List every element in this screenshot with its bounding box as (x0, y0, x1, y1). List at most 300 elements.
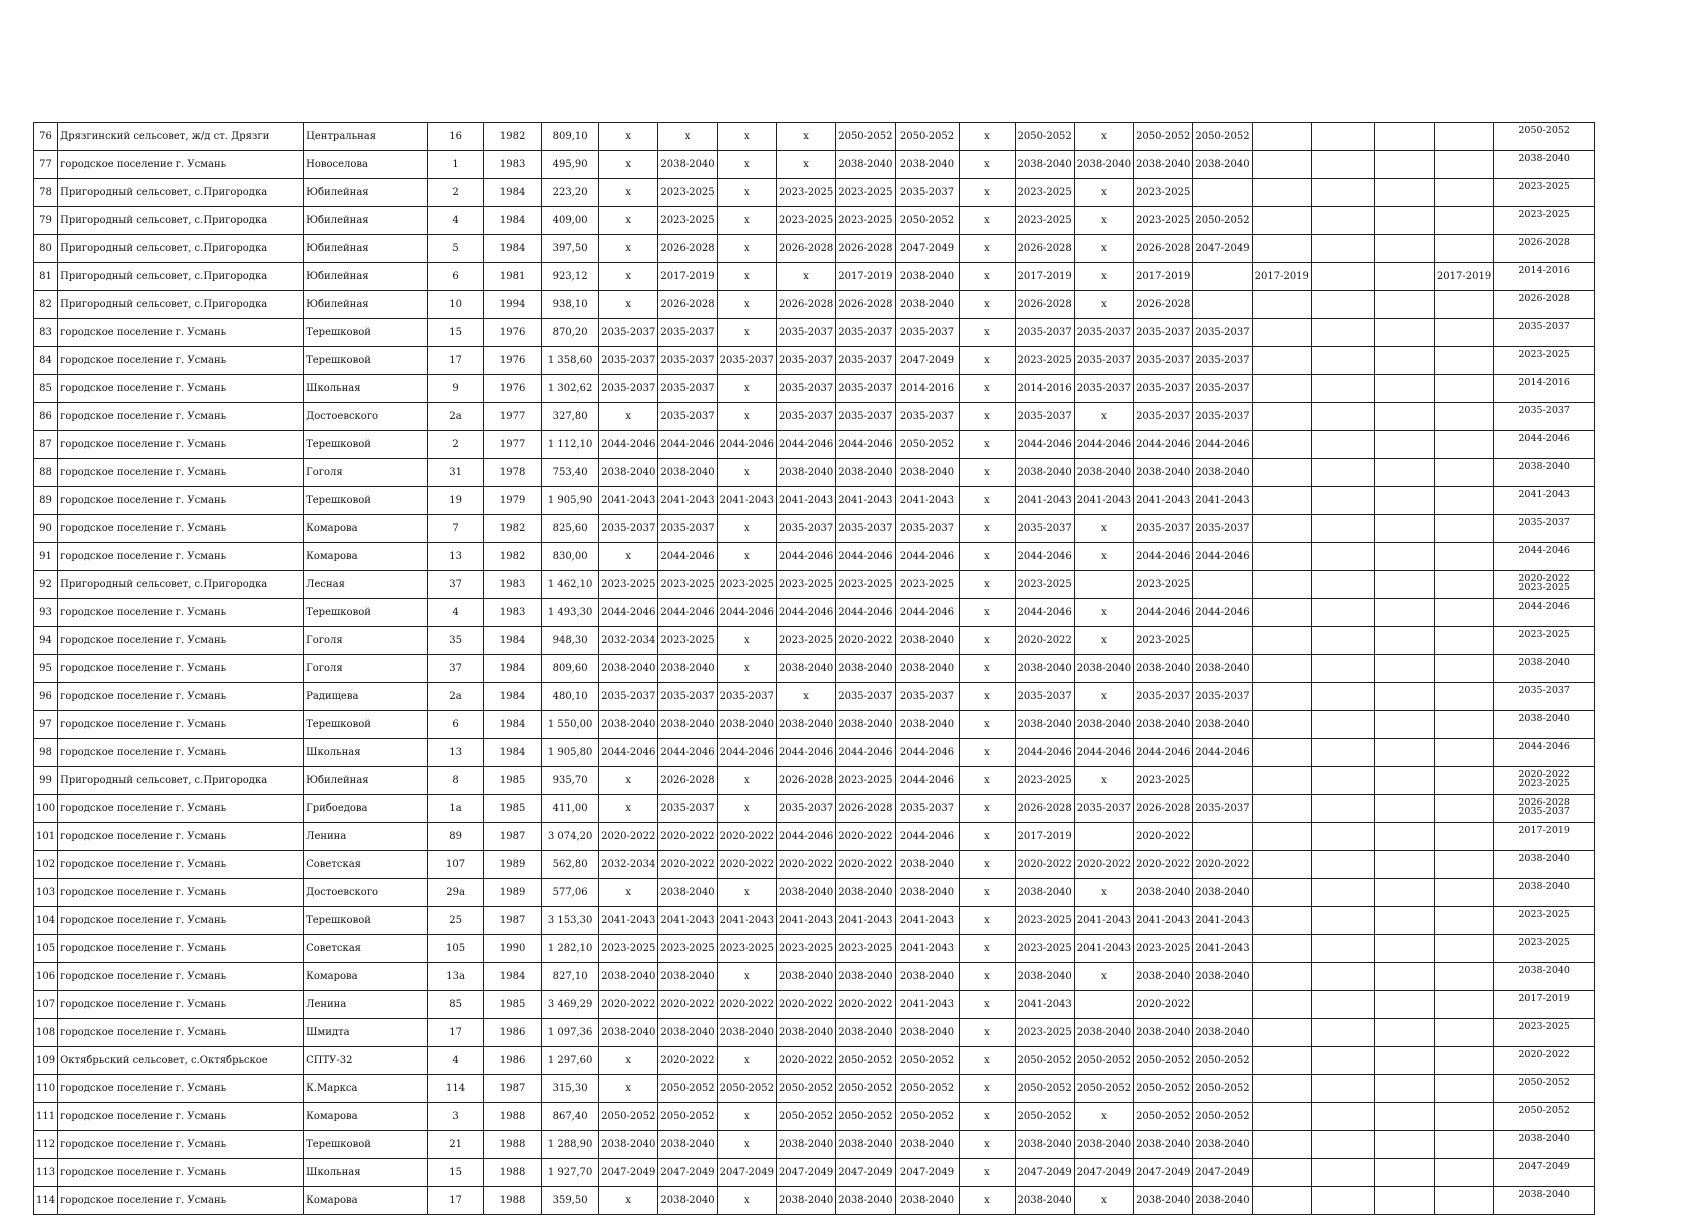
table-cell: 96 (34, 683, 58, 711)
table-cell: 2035-2037 (717, 347, 776, 375)
table-cell: 3 074,20 (542, 823, 599, 851)
table-cell: городское поселение г. Усмань (58, 375, 304, 403)
table-cell: 78 (34, 179, 58, 207)
table-cell: 2026-2028 (1134, 795, 1193, 823)
table-cell: x (717, 207, 776, 235)
table-cell: 2017-2019 (1015, 823, 1074, 851)
table-cell: городское поселение г. Усмань (58, 627, 304, 655)
table-cell: Терешковой (304, 487, 428, 515)
table-cell: x (959, 459, 1015, 487)
table-cell (1311, 319, 1374, 347)
table-cell: 2038-2040 (599, 1019, 658, 1047)
table-row (34, 963, 1595, 991)
table-cell: 2023-2025 (836, 207, 895, 235)
table-cell: 21 (428, 1131, 484, 1159)
table-cell: 2020-2022 (599, 823, 658, 851)
table-cell: 2038-2040 (776, 711, 835, 739)
table-cell (1311, 879, 1374, 907)
table-cell (1311, 627, 1374, 655)
table-cell: 2020-2022 (836, 823, 895, 851)
table-cell: 111 (34, 1103, 58, 1131)
table-cell (1374, 739, 1434, 767)
table-cell: Октябрьский сельсовет, с.Октябрьское (58, 1047, 304, 1075)
table-cell: 2026-2028 (1015, 795, 1074, 823)
table-cell: 1978 (484, 459, 542, 487)
table-cell: x (959, 1075, 1015, 1103)
table-cell: 2038-2040 (1015, 1131, 1074, 1159)
table-cell: 108 (34, 1019, 58, 1047)
table-cell: 77 (34, 151, 58, 179)
table-row (34, 627, 1595, 655)
table-cell: 2035-2037 (658, 403, 717, 431)
table-cell (1374, 375, 1434, 403)
table-cell: 17 (428, 1187, 484, 1215)
table-cell: 2020-2022 (658, 991, 717, 1019)
table-cell: 2023-2025 (658, 179, 717, 207)
table-cell: 2023-2025 (1015, 571, 1074, 599)
table-cell: 76 (34, 123, 58, 151)
table-cell: 1987 (484, 1075, 542, 1103)
table-cell: 2023-2025 (1134, 767, 1193, 795)
table-cell: 2026-2028 (1015, 291, 1074, 319)
table-cell: x (959, 207, 1015, 235)
table-cell: x (959, 403, 1015, 431)
table-cell: городское поселение г. Усмань (58, 655, 304, 683)
table-cell (1374, 1159, 1434, 1187)
table-cell: СПТУ-32 (304, 1047, 428, 1075)
table-cell (1252, 1019, 1311, 1047)
table-cell: x (717, 515, 776, 543)
table-cell: 105 (34, 935, 58, 963)
table-cell: 2050-2052 (776, 1103, 835, 1131)
table-row (34, 235, 1595, 263)
table-cell: 2047-2049 (1494, 1159, 1595, 1187)
table-cell: 2017-2019 (1134, 263, 1193, 291)
table-cell: x (959, 151, 1015, 179)
table-cell: 1976 (484, 347, 542, 375)
table-cell: 1 (428, 151, 484, 179)
table-cell (1252, 991, 1311, 1019)
table-cell: 2а (428, 683, 484, 711)
table-cell (1252, 571, 1311, 599)
table-cell (1434, 151, 1493, 179)
table-cell: 2044-2046 (599, 431, 658, 459)
table-cell: 114 (34, 1187, 58, 1215)
table-cell: x (959, 235, 1015, 263)
table-cell: городское поселение г. Усмань (58, 1019, 304, 1047)
table-cell (1434, 851, 1493, 879)
table-cell: 1 302,62 (542, 375, 599, 403)
table-cell: 2035-2037 (1193, 319, 1252, 347)
table-cell (1252, 515, 1311, 543)
table-cell: Пригородный сельсовет, с.Пригородка (58, 263, 304, 291)
table-cell: городское поселение г. Усмань (58, 543, 304, 571)
table-cell (1434, 543, 1493, 571)
table-cell: 2041-2043 (776, 907, 835, 935)
table-cell: 17 (428, 1019, 484, 1047)
table-cell: 2050-2052 (1494, 1075, 1595, 1103)
table-cell (1374, 935, 1434, 963)
table-cell: x (1074, 403, 1133, 431)
table-cell (1434, 375, 1493, 403)
table-cell (1374, 487, 1434, 515)
table-cell: x (717, 235, 776, 263)
table-cell: Пригородный сельсовет, с.Пригородка (58, 207, 304, 235)
table-cell: 2038-2040 (776, 1131, 835, 1159)
table-cell: 2038-2040 (895, 1131, 959, 1159)
table-cell: x (959, 1131, 1015, 1159)
table-cell: 2020-2022 (717, 851, 776, 879)
table-cell: 2026-2028 (658, 235, 717, 263)
table-cell: 2035-2037 (658, 319, 717, 347)
table-cell: 100 (34, 795, 58, 823)
table-cell: Школьная (304, 739, 428, 767)
table-cell: 2050-2052 (658, 1075, 717, 1103)
table-cell: 2044-2046 (776, 599, 835, 627)
table-cell: 2035-2037 (836, 403, 895, 431)
table-cell: 2035-2037 (599, 515, 658, 543)
table-cell: 1984 (484, 739, 542, 767)
table-cell (1311, 1103, 1374, 1131)
table-cell: 2038-2040 (836, 711, 895, 739)
table-cell (1311, 655, 1374, 683)
table-cell (1434, 907, 1493, 935)
table-cell: Ленина (304, 991, 428, 1019)
table-cell (1434, 739, 1493, 767)
table-cell: 2023-2025 (776, 207, 835, 235)
table-cell (1074, 823, 1133, 851)
table-cell: 2035-2037 (1134, 319, 1193, 347)
table-cell: 2050-2052 (658, 1103, 717, 1131)
table-cell: 2035-2037 (658, 515, 717, 543)
table-cell: 2050-2052 (1193, 123, 1252, 151)
table-cell (1193, 571, 1252, 599)
table-cell: 1984 (484, 179, 542, 207)
table-cell: 2023-2025 (599, 935, 658, 963)
table-row (34, 823, 1595, 851)
table-cell: x (959, 879, 1015, 907)
table-cell (1074, 991, 1133, 1019)
table-cell (1311, 291, 1374, 319)
table-cell: x (599, 1075, 658, 1103)
table-cell: 2023-2025 (1494, 935, 1595, 963)
table-cell (1252, 347, 1311, 375)
table-cell: 2038-2040 (1134, 879, 1193, 907)
table-cell: 1983 (484, 599, 542, 627)
table-cell: 2035-2037 (836, 515, 895, 543)
table-cell: 1976 (484, 319, 542, 347)
table-cell: 1984 (484, 627, 542, 655)
table-cell (1434, 235, 1493, 263)
table-cell (1252, 123, 1311, 151)
table-cell (1434, 291, 1493, 319)
table-cell: 8 (428, 767, 484, 795)
table-cell (1311, 823, 1374, 851)
table-cell: городское поселение г. Усмань (58, 319, 304, 347)
table-cell: 31 (428, 459, 484, 487)
table-cell: 2023-2025 (776, 627, 835, 655)
table-cell: x (959, 179, 1015, 207)
table-cell (1252, 627, 1311, 655)
table-cell: 2044-2046 (1494, 543, 1595, 571)
table-cell (1434, 207, 1493, 235)
table-cell: 2020-2022 (836, 851, 895, 879)
table-cell: 84 (34, 347, 58, 375)
table-cell: 2017-2019 (658, 263, 717, 291)
table-cell: x (599, 1187, 658, 1215)
table-cell: 83 (34, 319, 58, 347)
table-cell: 2017-2019 (1494, 823, 1595, 851)
table-cell: 4 (428, 207, 484, 235)
table-cell: 2044-2046 (895, 599, 959, 627)
table-cell: 13а (428, 963, 484, 991)
table-cell: 2026-2028 (776, 235, 835, 263)
table-cell (1374, 403, 1434, 431)
table-cell: 2020-2022 (836, 991, 895, 1019)
table-cell: городское поселение г. Усмань (58, 935, 304, 963)
table-cell: 2023-2025 (1494, 179, 1595, 207)
table-cell (1252, 543, 1311, 571)
table-cell: 17 (428, 347, 484, 375)
table-cell: городское поселение г. Усмань (58, 403, 304, 431)
table-cell: городское поселение г. Усмань (58, 1075, 304, 1103)
table-cell (1434, 655, 1493, 683)
table-row (34, 571, 1595, 599)
table-cell: 2035-2037 (895, 795, 959, 823)
table-cell: 2038-2040 (1015, 879, 1074, 907)
table-cell: 2014-2016 (1015, 375, 1074, 403)
table-cell: 2035-2037 (895, 403, 959, 431)
table-cell: x (959, 683, 1015, 711)
table-cell: 88 (34, 459, 58, 487)
table-cell: x (717, 1103, 776, 1131)
table-cell: 2038-2040 (658, 711, 717, 739)
table-cell (1311, 795, 1374, 823)
table-cell: 1984 (484, 207, 542, 235)
table-cell (1252, 851, 1311, 879)
table-cell: 2023-2025 (1134, 571, 1193, 599)
table-cell: 2047-2049 (1074, 1159, 1133, 1187)
table-row (34, 711, 1595, 739)
table-cell (1374, 1047, 1434, 1075)
table-cell: 90 (34, 515, 58, 543)
table-cell: городское поселение г. Усмань (58, 431, 304, 459)
table-row (34, 907, 1595, 935)
table-cell (1311, 851, 1374, 879)
table-cell: 2023-2025 (1494, 347, 1595, 375)
table-cell: 2047-2049 (1134, 1159, 1193, 1187)
table-cell: x (658, 123, 717, 151)
table-cell: 2038-2040 (1134, 1187, 1193, 1215)
table-cell: 2038-2040 (1494, 1187, 1595, 1215)
table-row (34, 795, 1595, 823)
table-cell: 2026-2028 (1494, 235, 1595, 263)
table-cell: городское поселение г. Усмань (58, 683, 304, 711)
table-cell: x (717, 459, 776, 487)
table-cell: x (959, 291, 1015, 319)
table-cell (1434, 515, 1493, 543)
table-cell (1374, 179, 1434, 207)
table-cell: x (717, 179, 776, 207)
table-cell: Пригородный сельсовет, с.Пригородка (58, 179, 304, 207)
table-cell: 867,40 (542, 1103, 599, 1131)
table-cell: 2020-2022 (776, 991, 835, 1019)
table-cell: 1977 (484, 431, 542, 459)
table-cell: городское поселение г. Усмань (58, 963, 304, 991)
table-cell (1374, 515, 1434, 543)
table-cell (1374, 963, 1434, 991)
table-cell: x (717, 795, 776, 823)
table-cell: 2038-2040 (1074, 655, 1133, 683)
table-cell: 2038-2040 (658, 151, 717, 179)
table-cell: Терешковой (304, 431, 428, 459)
table-cell: 1984 (484, 235, 542, 263)
table-cell: 93 (34, 599, 58, 627)
table-cell: 2038-2040 (1134, 459, 1193, 487)
table-cell: 359,50 (542, 1187, 599, 1215)
table-cell: Юбилейная (304, 291, 428, 319)
table-cell: Терешковой (304, 711, 428, 739)
table-cell (1434, 879, 1493, 907)
table-cell: 1976 (484, 375, 542, 403)
table-cell: x (1074, 767, 1133, 795)
table-cell: 2047-2049 (836, 1159, 895, 1187)
table-cell: 10 (428, 291, 484, 319)
table-cell (1434, 347, 1493, 375)
table-cell: x (599, 403, 658, 431)
table-cell: 1984 (484, 655, 542, 683)
table-cell: 2050-2052 (1015, 1103, 1074, 1131)
table-cell: 2038-2040 (1015, 151, 1074, 179)
table-cell: 2035-2037 (1015, 319, 1074, 347)
table-cell (1311, 1075, 1374, 1103)
table-cell (1252, 207, 1311, 235)
table-cell: 2047-2049 (895, 1159, 959, 1187)
table-cell: 1989 (484, 879, 542, 907)
table-cell (1252, 935, 1311, 963)
table-cell: x (1074, 515, 1133, 543)
table-cell: 1 905,90 (542, 487, 599, 515)
table-cell: 2023-2025 (836, 767, 895, 795)
table-cell: Пригородный сельсовет, с.Пригородка (58, 291, 304, 319)
table-cell: 2035-2037 (895, 683, 959, 711)
table-cell: 1988 (484, 1187, 542, 1215)
table-cell: 2044-2046 (895, 823, 959, 851)
table-cell: x (959, 851, 1015, 879)
table-cell: 2035-2037 (776, 515, 835, 543)
table-cell: 2038-2040 (776, 459, 835, 487)
table-cell: 2044-2046 (776, 739, 835, 767)
table-cell: 2038-2040 (1074, 711, 1133, 739)
table-cell: 1984 (484, 963, 542, 991)
table-cell (1374, 627, 1434, 655)
table-cell (1311, 235, 1374, 263)
table-cell: 2023-2025 (1015, 179, 1074, 207)
table-cell: 1982 (484, 515, 542, 543)
table-cell: Школьная (304, 375, 428, 403)
table-cell (1434, 1187, 1493, 1215)
table-cell: 2023-2025 (1134, 179, 1193, 207)
table-cell: 2044-2046 (1015, 739, 1074, 767)
table-cell: 2044-2046 (895, 543, 959, 571)
table-cell: x (717, 1187, 776, 1215)
table-cell: 107 (34, 991, 58, 1019)
table-cell: 3 469,29 (542, 991, 599, 1019)
table-body (34, 123, 1595, 1215)
table-cell: 2038-2040 (895, 291, 959, 319)
table-cell: 2023-2025 (717, 935, 776, 963)
table-cell: 2038-2040 (895, 963, 959, 991)
table-cell: 89 (428, 823, 484, 851)
table-cell: 7 (428, 515, 484, 543)
table-row (34, 263, 1595, 291)
table-cell: городское поселение г. Усмань (58, 151, 304, 179)
table-cell: 2035-2037 (1015, 683, 1074, 711)
table-row (34, 207, 1595, 235)
table-cell: x (717, 655, 776, 683)
table-cell (1311, 1187, 1374, 1215)
table-cell: 92 (34, 571, 58, 599)
table-cell: 2038-2040 (1494, 879, 1595, 907)
table-cell: 2035-2037 (776, 795, 835, 823)
table-cell (1374, 823, 1434, 851)
table-cell: 223,20 (542, 179, 599, 207)
table-cell: 2041-2043 (1134, 487, 1193, 515)
table-cell: 2023-2025 (1015, 347, 1074, 375)
table-cell: 409,00 (542, 207, 599, 235)
table-cell: 2044-2046 (1134, 599, 1193, 627)
table-cell: городское поселение г. Усмань (58, 879, 304, 907)
table-cell: x (959, 515, 1015, 543)
table-cell: 2035-2037 (836, 683, 895, 711)
table-cell: Ленина (304, 823, 428, 851)
table-cell: 2038-2040 (836, 879, 895, 907)
table-cell: x (959, 991, 1015, 1019)
table-cell (1374, 431, 1434, 459)
table-cell (1434, 459, 1493, 487)
table-cell: 2038-2040 (1494, 851, 1595, 879)
table-cell: 1979 (484, 487, 542, 515)
table-cell: 2020-2022 (658, 851, 717, 879)
table-cell: 2047-2049 (1193, 235, 1252, 263)
table-cell: 2050-2052 (1074, 1047, 1133, 1075)
table-cell: x (959, 907, 1015, 935)
table-cell: 2044-2046 (1134, 543, 1193, 571)
table-cell: x (1074, 543, 1133, 571)
table-cell (1374, 235, 1434, 263)
table-cell: x (717, 123, 776, 151)
table-cell: 2023-2025 (717, 571, 776, 599)
table-cell: 2038-2040 (1015, 963, 1074, 991)
table-cell (1252, 767, 1311, 795)
table-cell: 2035-2037 (836, 347, 895, 375)
table-cell: 2026-2028 (1134, 291, 1193, 319)
table-row (34, 767, 1595, 795)
table-cell: 1990 (484, 935, 542, 963)
table-cell: 2044-2046 (1074, 431, 1133, 459)
table-cell: 1981 (484, 263, 542, 291)
table-cell: 2023-2025 (836, 935, 895, 963)
table-cell: 2035-2037 (1074, 795, 1133, 823)
table-cell: 2038-2040 (836, 1019, 895, 1047)
table-cell: x (959, 627, 1015, 655)
table-cell (1374, 263, 1434, 291)
table-cell: 2023-2025 (658, 207, 717, 235)
table-cell: x (717, 319, 776, 347)
table-cell (1193, 823, 1252, 851)
table-cell (1311, 515, 1374, 543)
table-cell: Новоселова (304, 151, 428, 179)
